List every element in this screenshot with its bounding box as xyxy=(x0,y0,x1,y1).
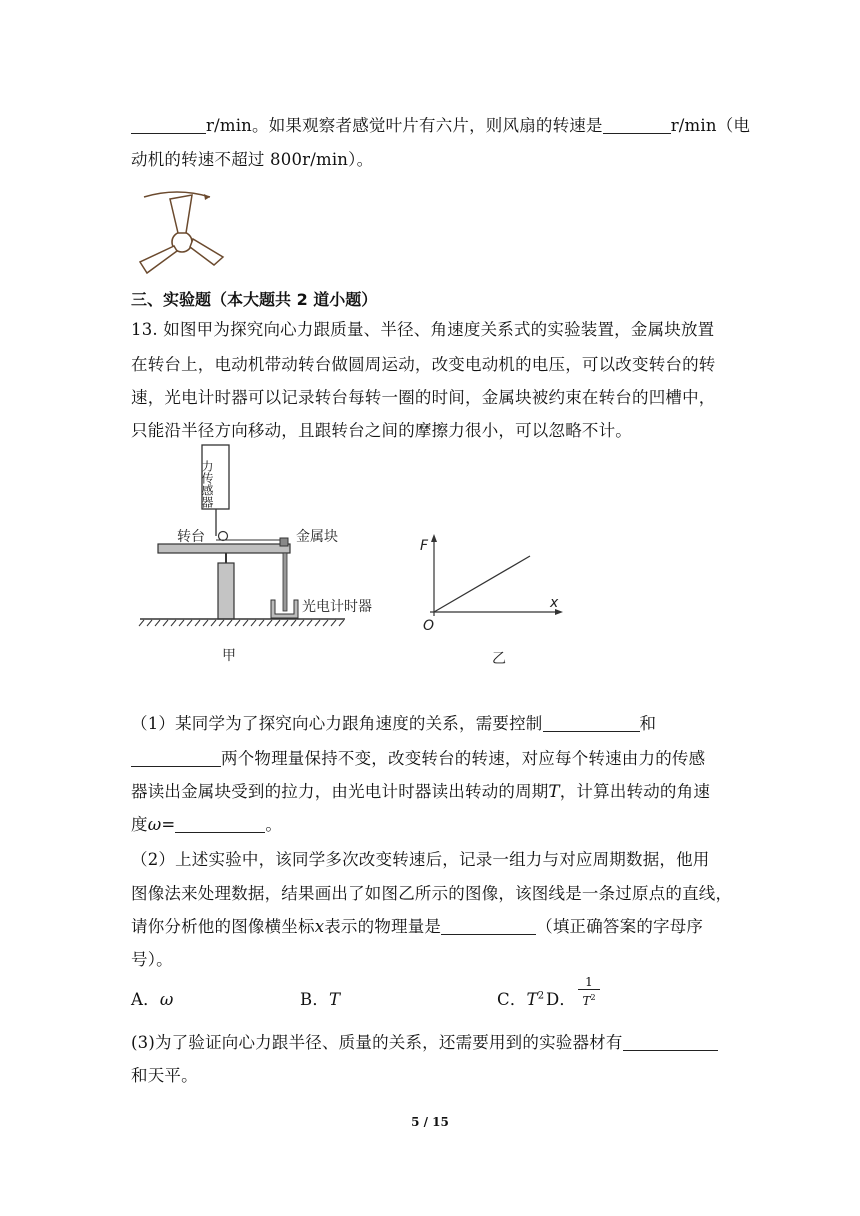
q13-line-4: 只能沿半径方向移动，且跟转台之间的摩擦力很小，可以忽略不计。 xyxy=(131,421,632,440)
pulley xyxy=(219,532,228,541)
metal-block xyxy=(280,538,288,546)
axis-x-label: x xyxy=(550,595,559,611)
option-b[interactable]: B．T xyxy=(300,990,341,1009)
turntable-post xyxy=(218,563,234,619)
option-d-fraction: 1 $T^2$ xyxy=(578,975,600,1009)
option-c[interactable]: C．$T^2$ xyxy=(497,990,545,1009)
answer-blank[interactable] xyxy=(603,117,671,135)
turntable-label: 转台 xyxy=(177,529,205,545)
fan-illustration xyxy=(132,185,232,277)
part1-line-3: 器读出金属块受到的拉力，由光电计时器读出转动的周期T，计算出转动的角速 xyxy=(131,782,711,801)
intro-line-2: 动机的转速不超过 800r/min）。 xyxy=(131,150,374,169)
part3-line-1: (3)为了验证向心力跟半径、质量的关系，还需要用到的实验器材有 xyxy=(131,1029,718,1053)
turntable xyxy=(158,544,290,553)
section-heading: 三、实验题（本大题共 2 道小题） xyxy=(131,290,378,309)
option-d[interactable]: D． xyxy=(546,990,577,1009)
part2-line-2: 图像法来处理数据，结果画出了如图乙所示的图像，该图线是一条过原点的直线， xyxy=(131,884,733,903)
answer-blank[interactable] xyxy=(131,750,221,768)
q13-line-2: 在转台上，电动机带动转台做圆周运动，改变电动机的电压，可以改变转台的转 xyxy=(131,355,716,374)
intro-line-1: r/min。如果观察者感觉叶片有六片，则风扇的转速是 r/min（电 xyxy=(131,112,750,136)
photo-timer-label: 光电计时器 xyxy=(302,599,372,615)
option-a[interactable]: A．ω xyxy=(131,990,174,1009)
origin-label: O xyxy=(423,618,435,634)
part2-line-3: 请你分析他的图像横坐标x表示的物理量是 （填正确答案的字母序 xyxy=(131,917,704,936)
force-sensor-label: 力传感器 xyxy=(200,460,214,508)
part1-line-4: 度ω= 。 xyxy=(131,815,283,834)
experiment-figure xyxy=(130,440,580,670)
part3-line-2: 和天平。 xyxy=(131,1066,198,1085)
answer-blank[interactable] xyxy=(175,816,265,834)
answer-blank[interactable] xyxy=(441,918,536,936)
graph-line xyxy=(434,556,530,612)
metal-block-label: 金属块 xyxy=(296,529,338,545)
answer-blank[interactable] xyxy=(623,1034,718,1052)
part1-line-1: （1）某同学为了探究向心力跟角速度的关系，需要控制 和 xyxy=(131,714,657,733)
part2-line-4: 号）。 xyxy=(131,950,173,969)
figure-jia-label: 甲 xyxy=(222,648,236,664)
q13-line-1: 13. 如图甲为探究向心力跟质量、半径、角速度关系式的实验装置，金属块放置 xyxy=(131,320,715,339)
part2-line-1: （2）上述实验中，该同学多次改变转速后，记录一组力与对应周期数据，他用 xyxy=(131,850,710,869)
page-number: 5 / 15 xyxy=(411,1115,449,1129)
figure-yi-label: 乙 xyxy=(492,651,506,667)
answer-blank[interactable] xyxy=(131,117,206,135)
q13-line-3: 速，光电计时器可以记录转台每转一圈的时间，金属块被约束在转台的凹槽中， xyxy=(131,388,716,407)
answer-blank[interactable] xyxy=(543,715,640,733)
part1-line-2: 两个物理量保持不变，改变转台的转速，对应每个转速由力的传感 xyxy=(131,745,705,769)
axis-f-label: F xyxy=(420,538,429,554)
